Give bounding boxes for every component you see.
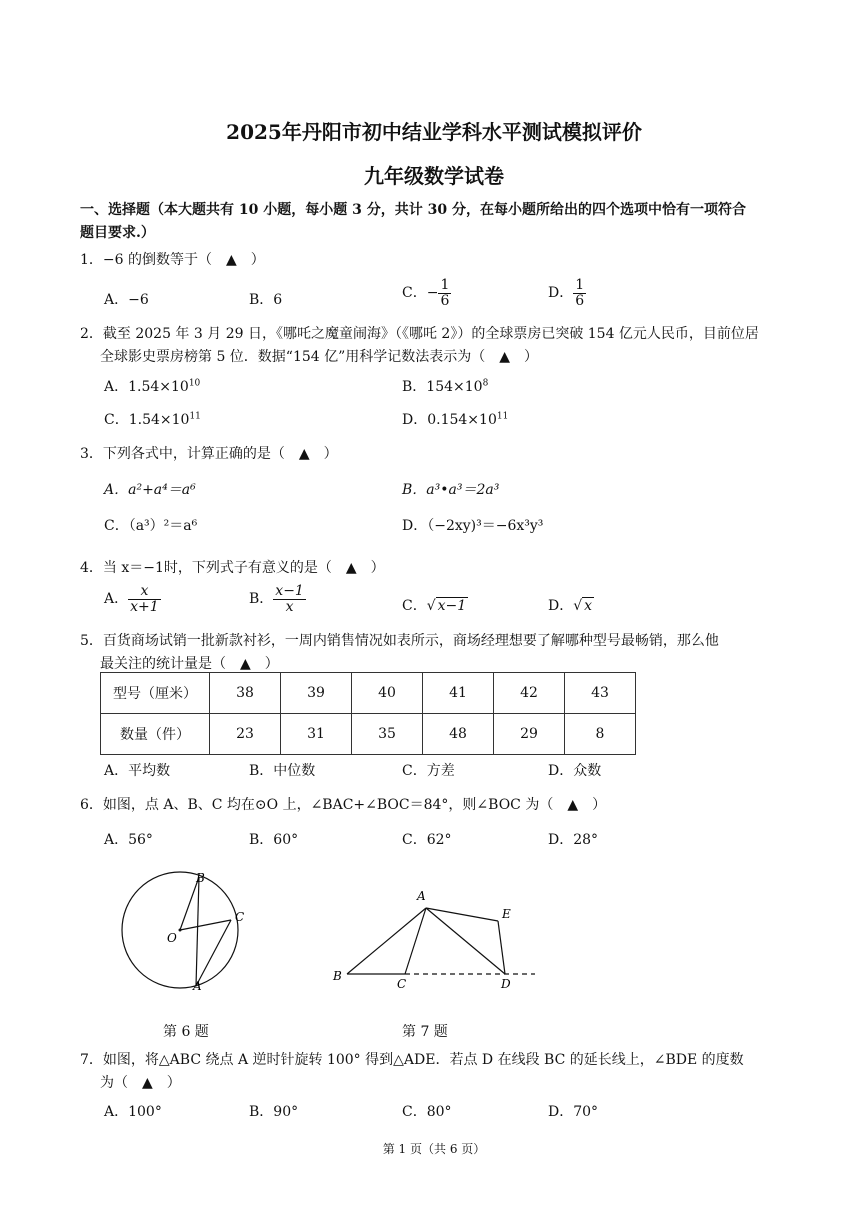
q1-stem: 1．−6 的倒数等于（ ▲ ） [80, 252, 265, 268]
q6-option-b: B．60° [249, 832, 299, 848]
q1-c-denominator: 6 [440, 292, 450, 309]
segment-oc [180, 920, 231, 930]
table-cell: 43 [565, 673, 636, 714]
q5-sales-table [100, 672, 636, 755]
q2-c-exponent: 11 [189, 411, 201, 422]
q1-d-denominator: 6 [575, 292, 585, 309]
segment-ca [196, 920, 231, 986]
q1-c-numerator: 1 [440, 277, 450, 293]
table-cell: 42 [494, 673, 565, 714]
q4-a-numerator: x [128, 584, 161, 600]
q6-option-d: D．28° [548, 832, 599, 848]
segment-ad [426, 908, 505, 974]
table-cell: 31 [281, 714, 352, 755]
q7-stem: 7．如图，将△ABC 绕点 A 逆时针旋转 100° 得到△ADE．若点 D 在线段 BC 的延长线上，∠BDE 的度数 [80, 1052, 744, 1068]
table-cell: 38 [210, 673, 281, 714]
q1-option-d-fraction [573, 278, 586, 308]
q4-c-label: C． [402, 598, 427, 614]
q6-stem: 6．如图，点 A、B、C 均在⊙O 上，∠BAC+∠BOC＝84°，则∠BOC 为（ ▲ ） [80, 797, 607, 813]
q7-option-c: C．80° [402, 1104, 452, 1120]
q1-option-c [402, 278, 451, 308]
q4-d-sqrt: √ x [573, 598, 593, 614]
q2-option-d [402, 409, 508, 429]
table-cell: 8 [565, 714, 636, 755]
label-d: D [501, 977, 511, 991]
q7-stem-cont: 为（ ▲ ） [100, 1075, 181, 1091]
q6-option-a: A．56° [104, 832, 153, 848]
label-b: B [333, 969, 342, 983]
q2-stem: 2．截至 2025 年 3 月 29 日，《哪吒之魔童闹海》（《哪吒 2》）的全球票房已突破 154 亿元人民币，目前位居 [80, 326, 759, 342]
q5-stem: 5．百货商场试销一批新款衬衫，一周内销售情况如表所示，商场经理想要了解哪种型号最畅销，那么他 [80, 633, 719, 649]
table-cell: 39 [281, 673, 352, 714]
q1-option-d [548, 278, 586, 308]
q4-d-label: D． [548, 598, 574, 614]
table-cell: 48 [423, 714, 494, 755]
q1-d-numerator: 1 [575, 277, 585, 293]
q4-option-a [104, 584, 161, 614]
label-e: E [502, 907, 511, 921]
exam-subtitle: 九年级数学试卷 [364, 164, 504, 188]
q3-option-d: D．（−2xy)³＝−6x³y³ [402, 518, 544, 534]
segment-ae [426, 908, 498, 921]
q4-b-fraction [273, 584, 306, 614]
q2-option-b [402, 376, 488, 396]
q4-c-sqrt: √ x−1 [426, 598, 467, 614]
table-row [101, 714, 636, 755]
section1-heading: 一、选择题（本大题共有 10 小题，每小题 3 分，共计 30 分，在每小题所给出的四个选项中恰有一项符合 [80, 202, 746, 218]
label-c: C [235, 910, 245, 924]
q3-stem: 3．下列各式中，计算正确的是（ ▲ ） [80, 446, 338, 462]
figure-6-caption: 第 6 题 [163, 1024, 209, 1040]
q2-b-base: B．154×10 [402, 379, 483, 395]
q4-b-denominator: x [285, 598, 294, 615]
exam-title: 2025年丹阳市初中结业学科水平测试模拟评价 [226, 120, 642, 144]
q2-option-a [104, 376, 200, 396]
q7-option-b: B．90° [249, 1104, 299, 1120]
section1-heading-cont: 题目要求.） [80, 225, 155, 241]
figure-6-circle-diagram [120, 866, 260, 996]
table-cell: 40 [352, 673, 423, 714]
q1-option-d-label: D． [548, 285, 574, 302]
q7-option-a: A．100° [104, 1104, 162, 1120]
q4-a-label: A． [104, 591, 129, 608]
q2-a-exponent: 10 [188, 378, 201, 389]
q2-c-base: C．1.54×10 [104, 412, 190, 428]
q4-d-radicand: x [584, 598, 593, 614]
center-point [179, 929, 182, 932]
figure-7-caption: 第 7 题 [402, 1024, 448, 1040]
table-header-quantity: 数量（件） [101, 714, 210, 755]
table-cell: 23 [210, 714, 281, 755]
q2-option-c [104, 409, 201, 429]
q4-option-d [548, 595, 594, 615]
q1-option-c-fraction [438, 278, 451, 308]
table-header-size: 型号（厘米） [101, 673, 210, 714]
q5-option-c: C．方差 [402, 763, 455, 779]
q3-option-a: A．a²+a⁴＝a⁶ [104, 482, 196, 498]
figure-7-rotation-diagram [325, 880, 545, 1000]
label-a: A [193, 979, 202, 993]
q1-option-a: A．−6 [104, 292, 149, 308]
segment-ac [405, 908, 426, 974]
q2-d-base: D．0.154×10 [402, 412, 497, 428]
q5-option-d: D．众数 [548, 763, 602, 779]
label-b: B [196, 871, 205, 885]
segment-ba [347, 908, 426, 974]
q4-a-fraction [128, 584, 161, 614]
q3-option-b: B．a³•a³＝2a³ [402, 482, 500, 498]
q2-a-base: A．1.54×10 [104, 379, 189, 395]
q2-b-exponent: 8 [482, 378, 489, 389]
segment-ba [196, 877, 199, 986]
table-cell: 35 [352, 714, 423, 755]
segment-ed [498, 921, 505, 974]
q4-option-b [249, 584, 306, 614]
q5-option-a: A．平均数 [104, 763, 171, 779]
q3-option-c: C．（a³）²＝a⁶ [104, 518, 198, 534]
table-row [101, 673, 636, 714]
q6-option-c: C．62° [402, 832, 452, 848]
q7-option-d: D．70° [548, 1104, 599, 1120]
label-o: O [167, 931, 177, 945]
q4-b-label: B． [249, 591, 274, 608]
q2-d-exponent: 11 [496, 411, 509, 422]
q4-stem: 4．当 x＝−1时，下列式子有意义的是（ ▲ ） [80, 560, 385, 576]
q2-stem-cont: 全球影史票房榜第 5 位．数据“154 亿”用科学记数法表示为（ ▲ ） [100, 349, 539, 365]
q5-option-b: B．中位数 [249, 763, 316, 779]
q4-c-radicand: x−1 [437, 598, 467, 614]
q4-a-denominator: x+1 [130, 598, 159, 615]
q5-stem-cont: 最关注的统计量是（ ▲ ） [100, 656, 279, 672]
page-number: 第 1 页（共 6 页） [382, 1142, 486, 1156]
q1-option-b: B．6 [249, 292, 283, 308]
label-a: A [417, 889, 426, 903]
q4-option-c [402, 595, 468, 615]
q1-option-c-label: C．− [402, 285, 439, 302]
q4-b-numerator: x−1 [275, 583, 304, 599]
label-c: C [397, 977, 407, 991]
table-cell: 29 [494, 714, 565, 755]
table-cell: 41 [423, 673, 494, 714]
